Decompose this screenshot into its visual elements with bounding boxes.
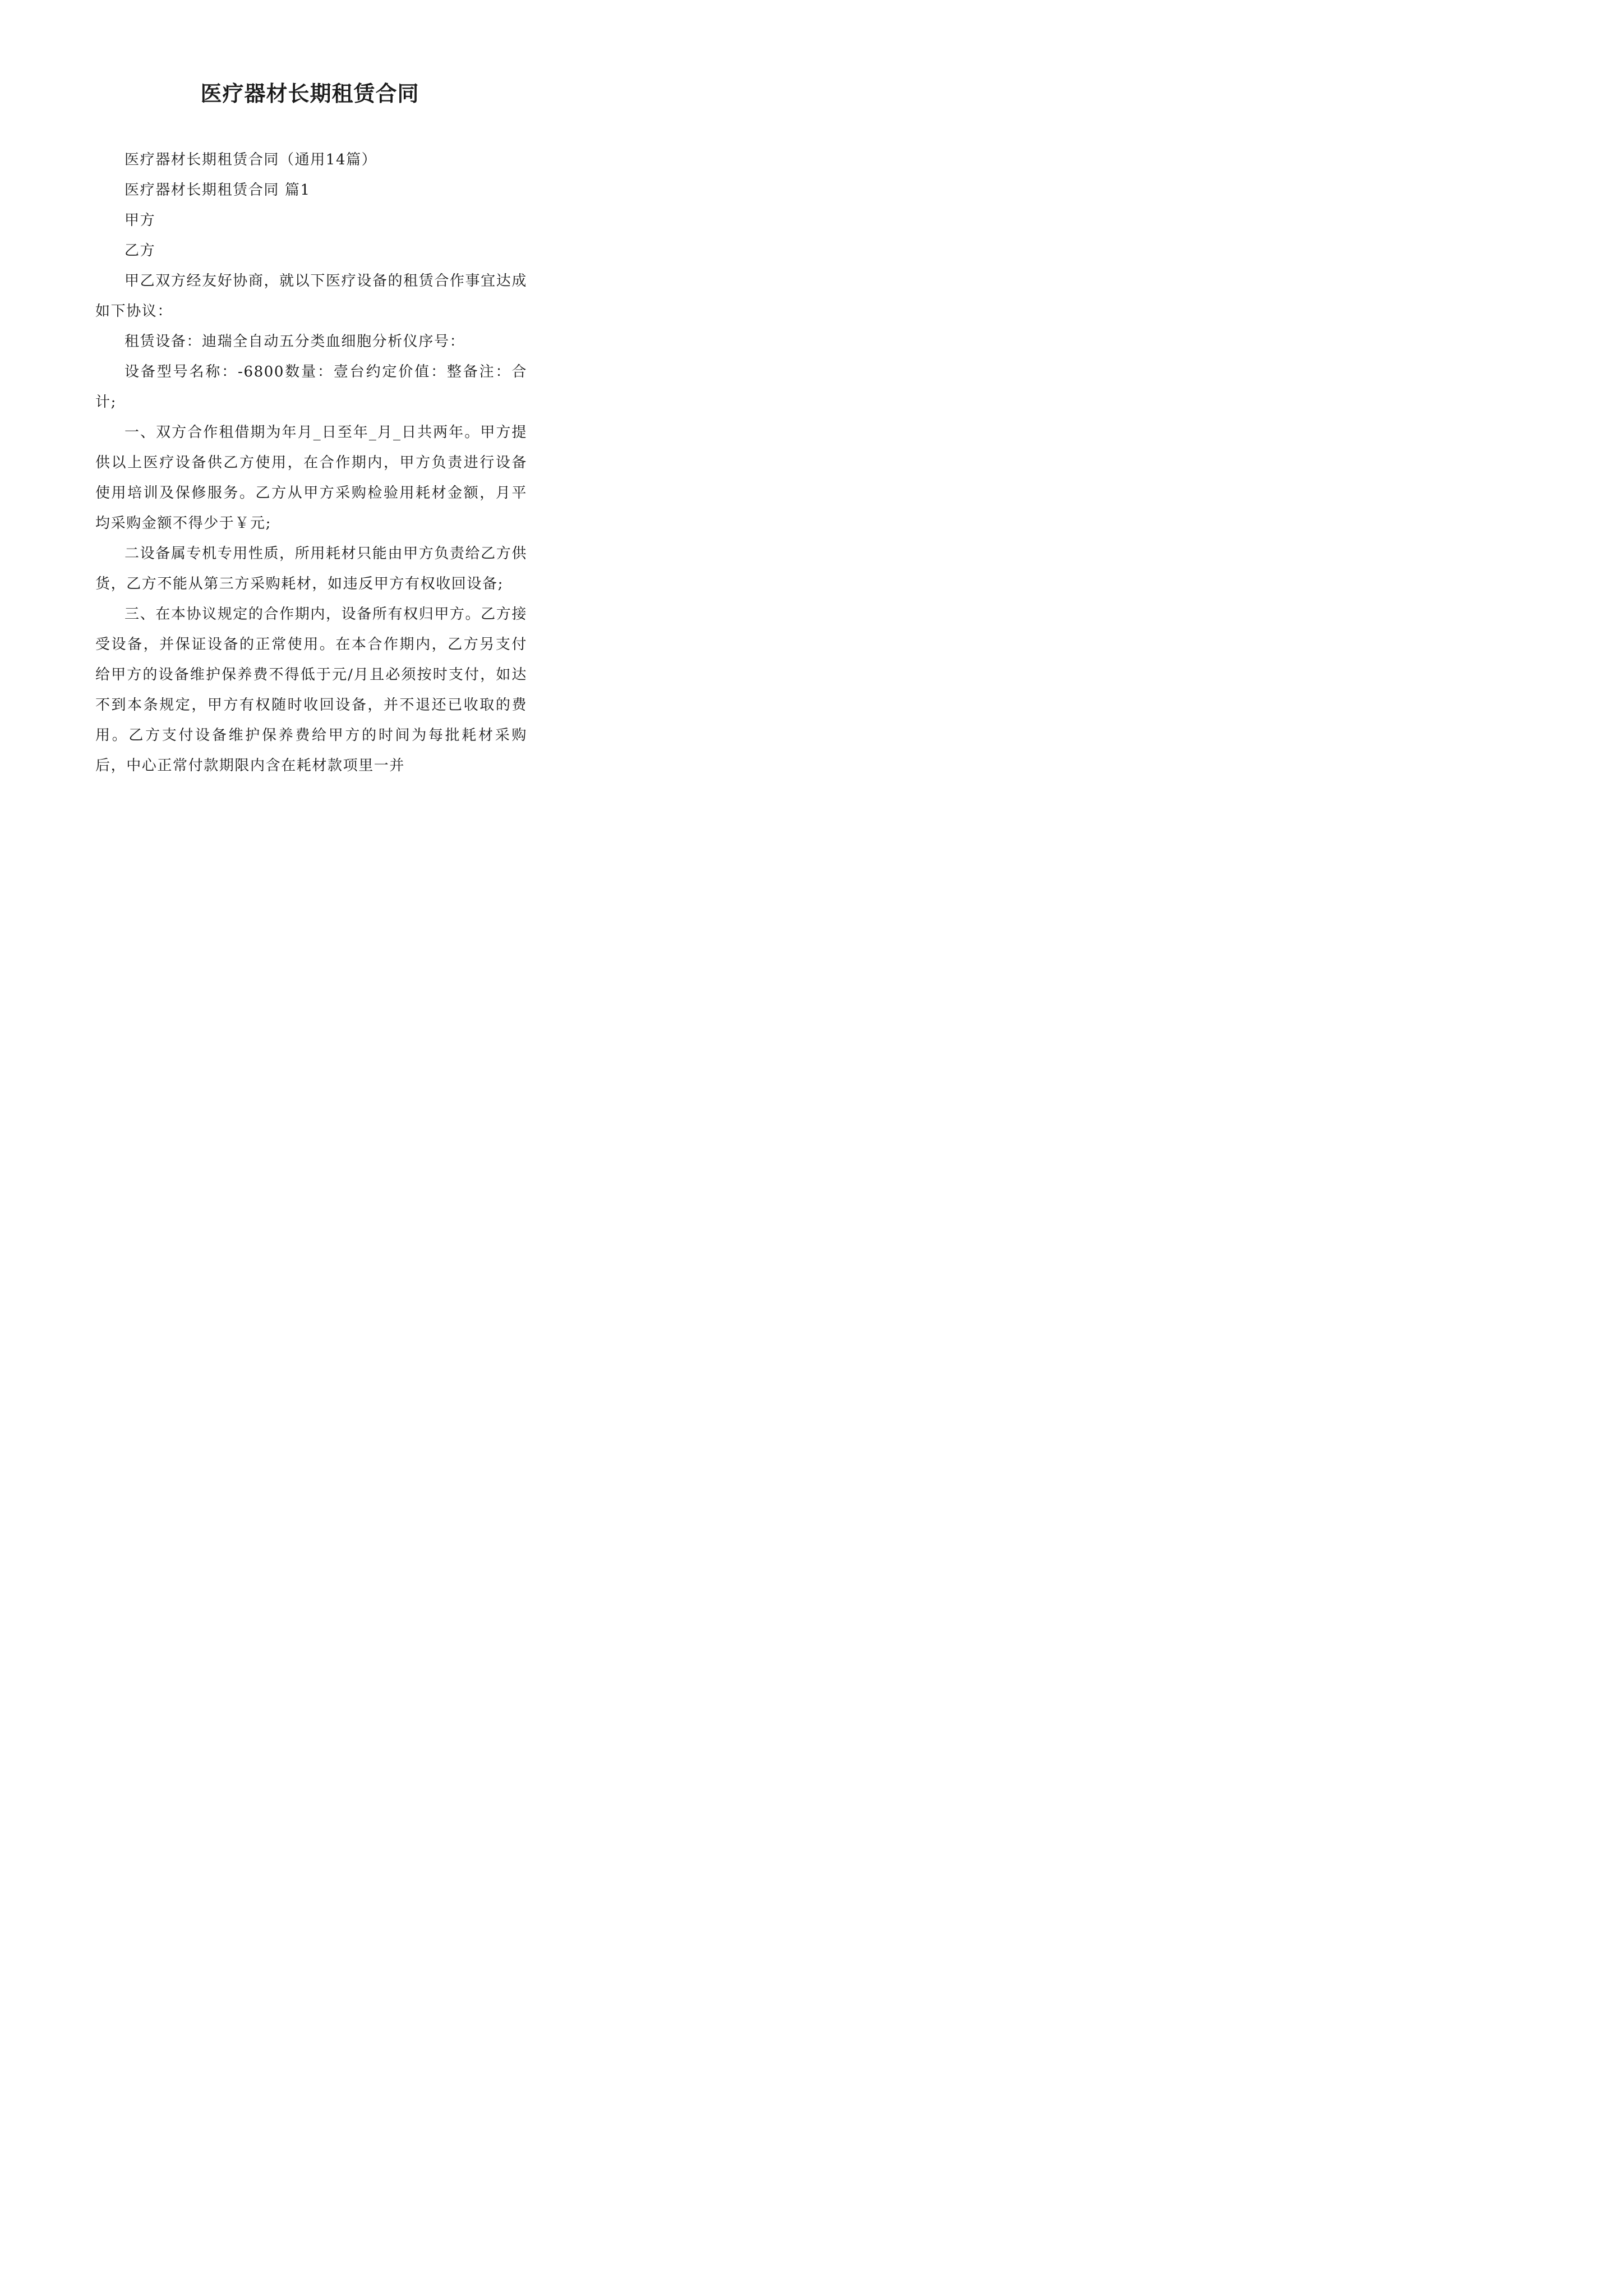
paragraph-agreement-intro: 甲乙双方经友好协商，就以下医疗设备的租赁合作事宜达成如下协议： [95,273,527,320]
paragraph-section-heading: 医疗器材长期租赁合同 篇1 [125,182,311,199]
paragraph-model: 设备型号名称：-6800数量：壹台约定价值：整备注：合计; [95,364,527,411]
document-title: 医疗器材长期租赁合同 [200,81,419,106]
document-page [0,0,620,877]
paragraph-equipment: 租赁设备：迪瑞全自动五分类血细胞分析仪序号： [125,333,465,350]
paragraph-party-b: 乙方 [125,242,156,259]
paragraph-clause-3: 三、在本协议规定的合作期内，设备所有权归甲方。乙方接受设备，并保证设备的正常使用。在本合作期内，乙方另支付给甲方的设备维护保养费不得低于元/月且必须按时支付，如达不到本条规定，甲方有权随时收回设备，并不退还已收取的费用。乙方支付设备维护保养费给甲方的时间为每批耗材采购后，中心正常付款期限内含在耗材款项里一并 [95,606,527,774]
paragraph-party-a: 甲方 [125,212,156,229]
paragraph-clause-2: 二设备属专机专用性质，所用耗材只能由甲方负责给乙方供货，乙方不能从第三方采购耗材，如违反甲方有权收回设备; [95,545,527,592]
paragraph-subtitle: 医疗器材长期租赁合同（通用14篇） [125,151,377,168]
paragraph-clause-1: 一、双方合作租借期为年月_日至年_月_日共两年。甲方提供以上医疗设备供乙方使用，在合作期内，甲方负责进行设备使用培训及保修服务。乙方从甲方采购检验用耗材金额，月平均采购金额不得少于￥元; [95,424,527,532]
document-body [95,145,527,781]
